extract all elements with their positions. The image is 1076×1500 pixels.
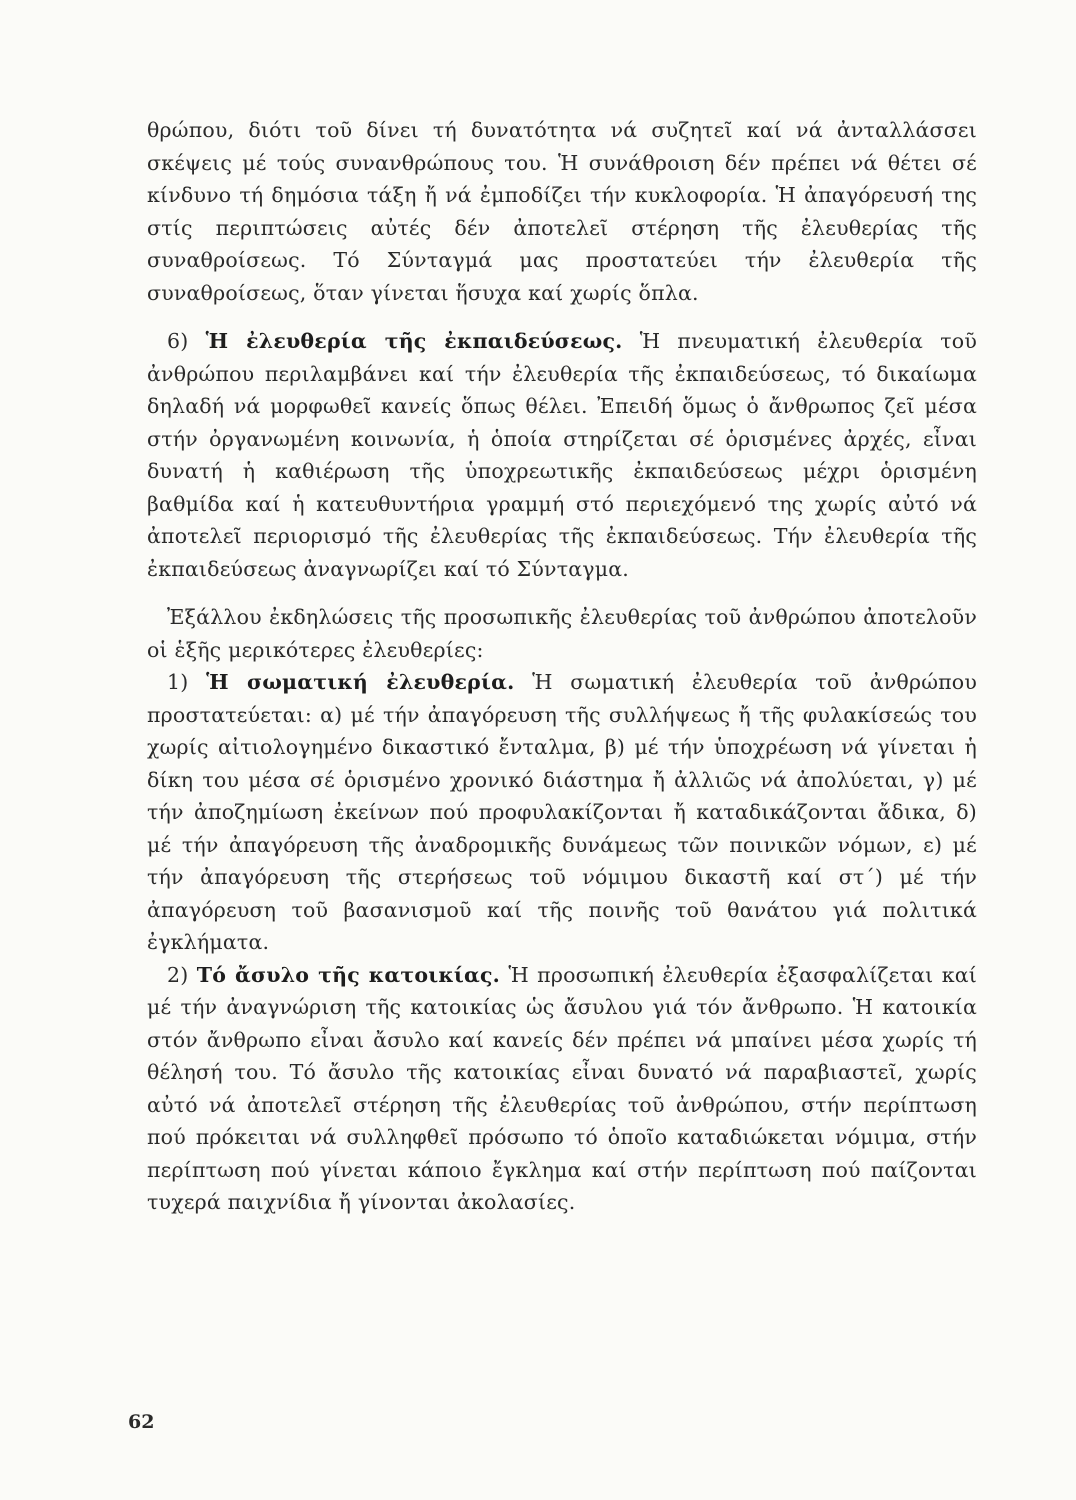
section-heading: Ἡ σωματική ἐλευθερία. <box>206 670 515 694</box>
page-number: 62 <box>128 1411 155 1433</box>
paragraph-continuation <box>147 114 977 309</box>
paragraph-education-freedom <box>147 325 977 585</box>
paragraph-text: Ἡ προσωπική ἐλευθερία ἐξασφαλίζεται καί μέ τήν ἀναγνώριση τῆς κατοικίας ὡς ἄσυλου γιά τόν ἄνθρωπο. Ἡ κατοικία στόν ἄνθρωπο εἶναι ἄσυλο καί κανείς δέν πρέπει νά μπαίνει μέσα χωρίς τή θέλησή του. Τό ἄσυλο τῆς κατοικίας εἶναι δυνατό νά παραβιαστεῖ, χωρίς αὐτό νά ἀποτελεῖ στέρηση τῆς ἐλευθερίας τοῦ ἀνθρώπου, στήν περίπτωση πού πρόκειται νά συλληφθεῖ πρόσωπο τό ὁποῖο καταδιώκεται νόμιμα, στήν περίπτωση πού γίνεται κάποιο ἔγκλημα καί στήν περίπτωση πού παίζονται τυχερά παιχνίδια ἤ γίνονται ἀκολασίες. <box>147 962 978 1214</box>
section-number: 1) <box>167 670 189 694</box>
paragraph-text: Ἐξάλλου ἐκδηλώσεις τῆς προσωπικῆς ἐλευθερίας τοῦ ἀνθρώπου ἀποτελοῦν οἱ ἑξῆς μερικότερες ἐλευθερίες: <box>147 605 977 662</box>
section-heading: Ἡ ἐλευθερία τῆς ἐκπαιδεύσεως. <box>205 329 623 353</box>
paragraph-home-asylum <box>147 959 977 1219</box>
paragraph-text: Ἡ σωματική ἐλευθερία τοῦ ἀνθρώπου προστατεύεται: α) μέ τήν ἀπαγόρευση τῆς συλλήψεως ἤ τῆς φυλακίσεώς του χωρίς αἰτιολογημένο δικαστικό ἔνταλμα, β) μέ τήν ὑποχρέωση νά γίνεται ἡ δίκη του μέσα σέ ὁρισμένο χρονικό διάστημα ἤ ἀλλιῶς νά ἀπολύεται, γ) μέ τήν ἀποζημίωση ἐκείνων πού προφυλακίζονται ἤ καταδικάζονται ἄδικα, δ) μέ τήν ἀπαγόρευση τῆς ἀναδρομικῆς δυνάμεως τῶν ποινικῶν νόμων, ε) μέ τήν ἀπαγόρευση τῆς στερήσεως τοῦ νόμιμου δικαστῆ καί στ΄) μέ τήν ἀπαγόρευση τοῦ βασανισμοῦ καί τῆς ποινῆς τοῦ θανάτου γιά πολιτικά ἐγκλήματα. <box>147 670 977 954</box>
paragraph-personal-freedoms-intro <box>147 601 977 666</box>
paragraph-text: Ἡ πνευματική ἐλευθερία τοῦ ἀνθρώπου περιλαμβάνει καί τήν ἐλευθερία τῆς ἐκπαιδεύσεως, τό δικαίωμα δηλαδή νά μορφωθεῖ κανείς ὅπως θέλει. Ἐπειδή ὅμως ὁ ἄνθρωπος ζεῖ μέσα στήν ὀργανωμένη κοινωνία, ἡ ὁποία στηρίζεται σέ ὁρισμένες ἀρχές, εἶναι δυνατή ἡ καθιέρωση τῆς ὑποχρεωτικῆς ἐκπαιδεύσεως μέχρι ὁρισμένη βαθμίδα καί ἡ κατευθυντήρια γραμμή στό περιεχόμενό της χωρίς αὐτό νά ἀποτελεῖ περιορισμό τῆς ἐλευθερίας τῆς ἐκπαιδεύσεως. Τήν ἐλευθερία τῆς ἐκπαιδεύσεως ἀναγνωρίζει καί τό Σύνταγμα. <box>147 329 977 581</box>
paragraph-text: θρώπου, διότι τοῦ δίνει τή δυνατότητα νά συζητεῖ καί νά ἀνταλλάσσει σκέψεις μέ τούς συνανθρώπους του. Ἡ συνάθροιση δέν πρέπει νά θέτει σέ κίνδυνο τή δημόσια τάξη ἤ νά ἐμποδίζει τήν κυκλοφορία. Ἡ ἀπαγόρευσή της στίς περιπτώσεις αὐτές δέν ἀποτελεῖ στέρηση τῆς ἐλευθερίας τῆς συναθροίσεως. Τό Σύνταγμά μας προστατεύει τήν ἐλευθερία τῆς συναθροίσεως, ὅταν γίνεται ἥσυχα καί χωρίς ὅπλα. <box>147 118 977 305</box>
body-text <box>147 114 977 1219</box>
paragraph-bodily-freedom <box>147 666 977 959</box>
section-heading: Τό ἄσυλο τῆς κατοικίας. <box>196 962 500 987</box>
section-number: 6) <box>167 329 189 353</box>
section-number: 2) <box>167 962 189 987</box>
